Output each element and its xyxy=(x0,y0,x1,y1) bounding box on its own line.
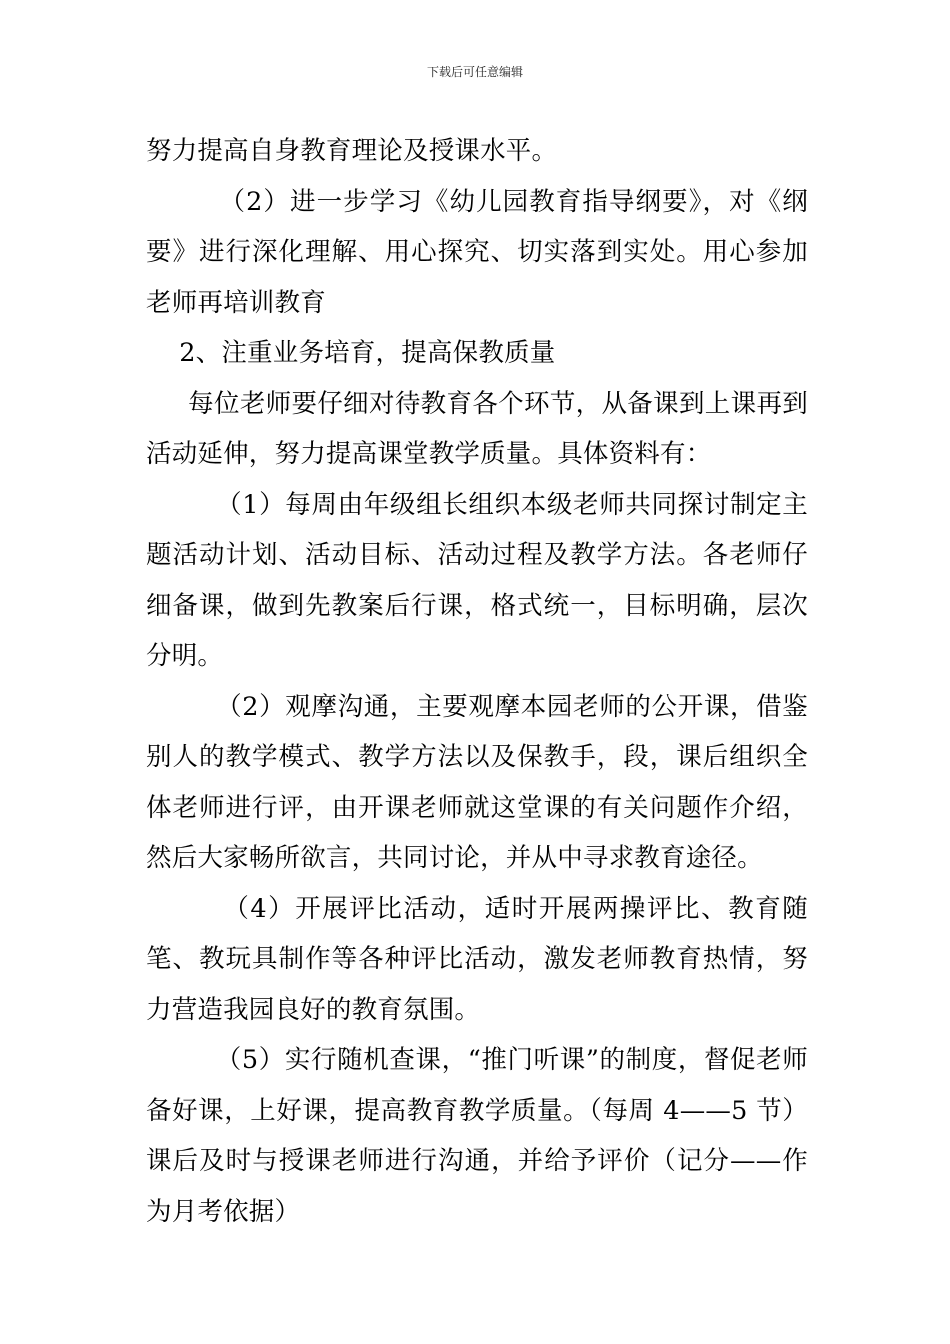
paragraph-text: （2）进一步学习《幼儿园教育指导纲要》，对《纲要》进行深化理解、用心探究、切实落到实处。用心参加老师再培训教育 xyxy=(146,186,809,318)
paragraph-text: （2）观摩沟通，主要观摩本园老师的公开课，借鉴别人的教学模式、教学方法以及保教手，段，课后组织全体老师进行评，由开课老师就这堂课的有关问题作介绍，然后大家畅所欲言，共同讨论，并从中寻求教育途径。 xyxy=(146,691,808,873)
paragraph-6 xyxy=(146,682,808,884)
paragraph-indent xyxy=(146,338,179,368)
paragraph-1 xyxy=(146,126,808,177)
paragraph-7 xyxy=(146,884,808,1036)
paragraph-text: （5）实行随机查课，“推门听课”的制度，督促老师备好课，上好课，提高教育教学质量。（每周 4——5 节）课后及时与授课老师进行沟通，并给予评价（记分——作为月考依据） xyxy=(146,1045,808,1227)
paragraph-indent xyxy=(146,490,216,520)
page-header: 下载后可任意编辑 xyxy=(426,65,523,79)
paragraph-indent xyxy=(146,187,220,217)
paragraph-indent xyxy=(146,692,216,722)
document-body xyxy=(146,126,808,1237)
paragraph-4 xyxy=(146,379,808,480)
paragraph-2 xyxy=(146,177,808,329)
paragraph-text: 2、注重业务培育，提高保教质量 xyxy=(179,338,556,368)
paragraph-indent xyxy=(146,389,180,419)
paragraph-text: （1）每周由年级组长组织本级老师共同探讨制定主题活动计划、活动目标、活动过程及教学方法。各老师仔细备课，做到先教案后行课，格式统一，目标明确，层次分明。 xyxy=(146,489,808,671)
paragraph-8 xyxy=(146,1035,808,1237)
paragraph-text: （4）开展评比活动，适时开展两操评比、教育随笔、教玩具制作等各种评比活动，激发老师教育热情，努力营造我园良好的教育氛围。 xyxy=(146,893,808,1025)
paragraph-indent xyxy=(146,1045,216,1075)
paragraph-indent xyxy=(146,894,223,924)
paragraph-5 xyxy=(146,480,808,682)
paragraph-3 xyxy=(146,328,808,379)
paragraph-text: 每位老师要仔细对待教育各个环节，从备课到上课再到活动延伸，努力提高课堂教学质量。具体资料有： xyxy=(146,388,808,469)
paragraph-text: 努力提高自身教育理论及授课水平。 xyxy=(146,136,558,166)
